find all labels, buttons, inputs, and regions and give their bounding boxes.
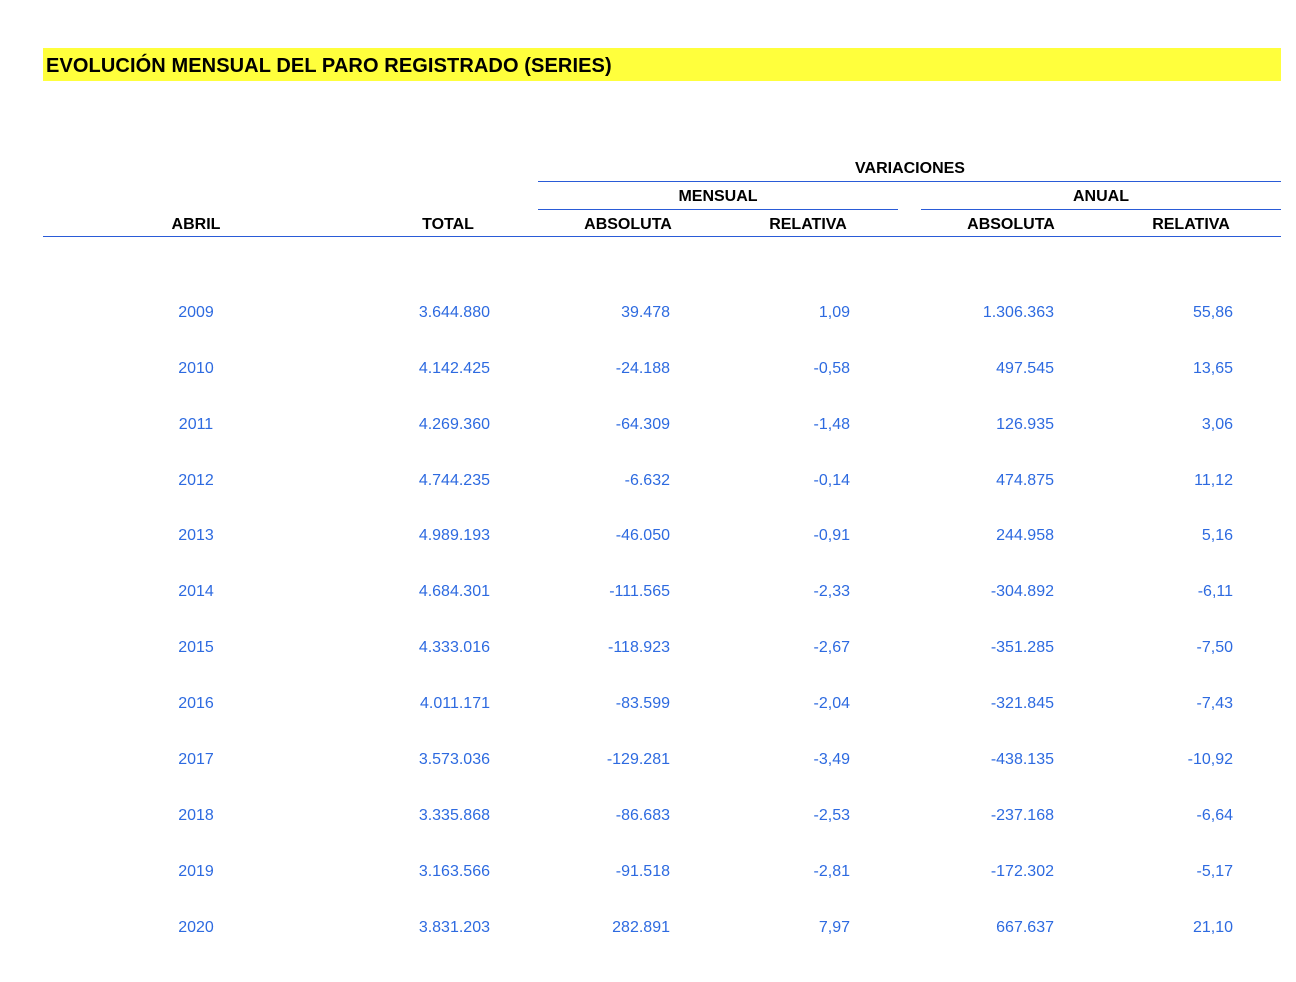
- cell-total: 3.573.036: [418, 751, 490, 768]
- header-total: TOTAL: [422, 216, 474, 233]
- table-row: [0, 583, 1296, 605]
- cell-anual-absoluta: -438.135: [990, 751, 1054, 768]
- cell-anual-absoluta: 126.935: [996, 416, 1054, 433]
- cell-year: 2012: [178, 472, 214, 489]
- cell-year: 2018: [178, 807, 214, 824]
- table-row: [0, 527, 1296, 549]
- cell-mensual-relativa: -3,49: [813, 751, 850, 768]
- page-title: EVOLUCIÓN MENSUAL DEL PARO REGISTRADO (SERIES): [46, 55, 612, 77]
- cell-year: 2013: [178, 527, 214, 544]
- cell-anual-absoluta: 1.306.363: [982, 304, 1054, 321]
- cell-total: 4.744.235: [418, 472, 490, 489]
- cell-mensual-absoluta: -64.309: [615, 416, 670, 433]
- cell-anual-absoluta: 244.958: [996, 527, 1054, 544]
- cell-mensual-relativa: -2,67: [813, 639, 850, 656]
- table-row: [0, 416, 1296, 438]
- cell-mensual-absoluta: -91.518: [615, 863, 670, 880]
- cell-anual-absoluta: -237.168: [990, 807, 1054, 824]
- cell-anual-relativa: -7,43: [1196, 695, 1233, 712]
- cell-mensual-absoluta: -6.632: [624, 472, 670, 489]
- cell-anual-absoluta: 497.545: [996, 360, 1054, 377]
- cell-total: 3.163.566: [418, 863, 490, 880]
- cell-year: 2016: [178, 695, 214, 712]
- cell-anual-relativa: 21,10: [1192, 919, 1233, 936]
- header-month: ABRIL: [171, 216, 221, 233]
- header-mensual: MENSUAL: [678, 188, 758, 205]
- cell-total: 3.335.868: [418, 807, 490, 824]
- cell-anual-relativa: 11,12: [1194, 472, 1233, 489]
- cell-total: 3.644.880: [418, 304, 490, 321]
- cell-anual-relativa: 55,86: [1192, 304, 1233, 321]
- table-row: [0, 751, 1296, 773]
- cell-anual-relativa: -6,11: [1197, 583, 1233, 600]
- cell-year: 2020: [178, 919, 214, 936]
- cell-mensual-relativa: -2,53: [813, 807, 850, 824]
- cell-total: 3.831.203: [418, 919, 490, 936]
- cell-anual-absoluta: 474.875: [996, 472, 1054, 489]
- cell-year: 2019: [178, 863, 214, 880]
- cell-anual-relativa: -7,50: [1196, 639, 1233, 656]
- cell-anual-relativa: 3,06: [1201, 416, 1233, 433]
- cell-year: 2009: [178, 304, 214, 321]
- header-anual-absoluta: ABSOLUTA: [967, 216, 1055, 233]
- cell-anual-relativa: 5,16: [1201, 527, 1233, 544]
- header-variaciones: VARIACIONES: [855, 160, 965, 177]
- cell-mensual-absoluta: -46.050: [615, 527, 670, 544]
- cell-mensual-absoluta: -118.923: [608, 639, 670, 656]
- cell-total: 4.142.425: [418, 360, 490, 377]
- table-row: [0, 695, 1296, 717]
- cell-anual-absoluta: -321.845: [990, 695, 1054, 712]
- cell-mensual-relativa: -1,48: [813, 416, 850, 433]
- cell-year: 2011: [178, 416, 214, 433]
- cell-total: 4.989.193: [418, 527, 490, 544]
- cell-mensual-relativa: 1,09: [818, 304, 850, 321]
- cell-mensual-absoluta: -86.683: [615, 807, 670, 824]
- table-row: [0, 304, 1296, 326]
- cell-total: 4.011.171: [420, 695, 490, 712]
- cell-mensual-relativa: -2,04: [813, 695, 850, 712]
- cell-mensual-relativa: -0,91: [813, 527, 850, 544]
- cell-mensual-relativa: -0,58: [813, 360, 850, 377]
- cell-mensual-absoluta: -24.188: [615, 360, 670, 377]
- cell-mensual-absoluta: 39.478: [621, 304, 670, 321]
- header-mensual-relativa: RELATIVA: [769, 216, 847, 233]
- cell-mensual-relativa: -0,14: [813, 472, 850, 489]
- cell-anual-absoluta: 667.637: [996, 919, 1054, 936]
- cell-mensual-absoluta: 282.891: [612, 919, 670, 936]
- cell-mensual-relativa: 7,97: [818, 919, 850, 936]
- cell-anual-absoluta: -172.302: [990, 863, 1054, 880]
- table-row: [0, 807, 1296, 829]
- cell-mensual-relativa: -2,33: [813, 583, 850, 600]
- cell-mensual-absoluta: -83.599: [615, 695, 670, 712]
- cell-anual-relativa: -6,64: [1196, 807, 1233, 824]
- cell-anual-absoluta: -304.892: [990, 583, 1054, 600]
- cell-mensual-relativa: -2,81: [813, 863, 850, 880]
- table-row: [0, 863, 1296, 885]
- table-row: [0, 639, 1296, 661]
- cell-year: 2015: [178, 639, 214, 656]
- cell-total: 4.333.016: [418, 639, 490, 656]
- table-row: [0, 919, 1296, 941]
- cell-anual-relativa: -10,92: [1187, 751, 1233, 768]
- cell-year: 2014: [178, 583, 214, 600]
- header-mensual-absoluta: ABSOLUTA: [584, 216, 672, 233]
- cell-anual-relativa: 13,65: [1192, 360, 1233, 377]
- cell-mensual-absoluta: -129.281: [606, 751, 670, 768]
- cell-year: 2010: [178, 360, 214, 377]
- cell-total: 4.684.301: [418, 583, 490, 600]
- header-anual-relativa: RELATIVA: [1152, 216, 1230, 233]
- cell-mensual-absoluta: -111.565: [609, 583, 670, 600]
- cell-year: 2017: [178, 751, 214, 768]
- table-row: [0, 360, 1296, 382]
- table-row: [0, 472, 1296, 494]
- cell-total: 4.269.360: [418, 416, 490, 433]
- header-anual: ANUAL: [1073, 188, 1129, 205]
- cell-anual-relativa: -5,17: [1196, 863, 1233, 880]
- cell-anual-absoluta: -351.285: [990, 639, 1054, 656]
